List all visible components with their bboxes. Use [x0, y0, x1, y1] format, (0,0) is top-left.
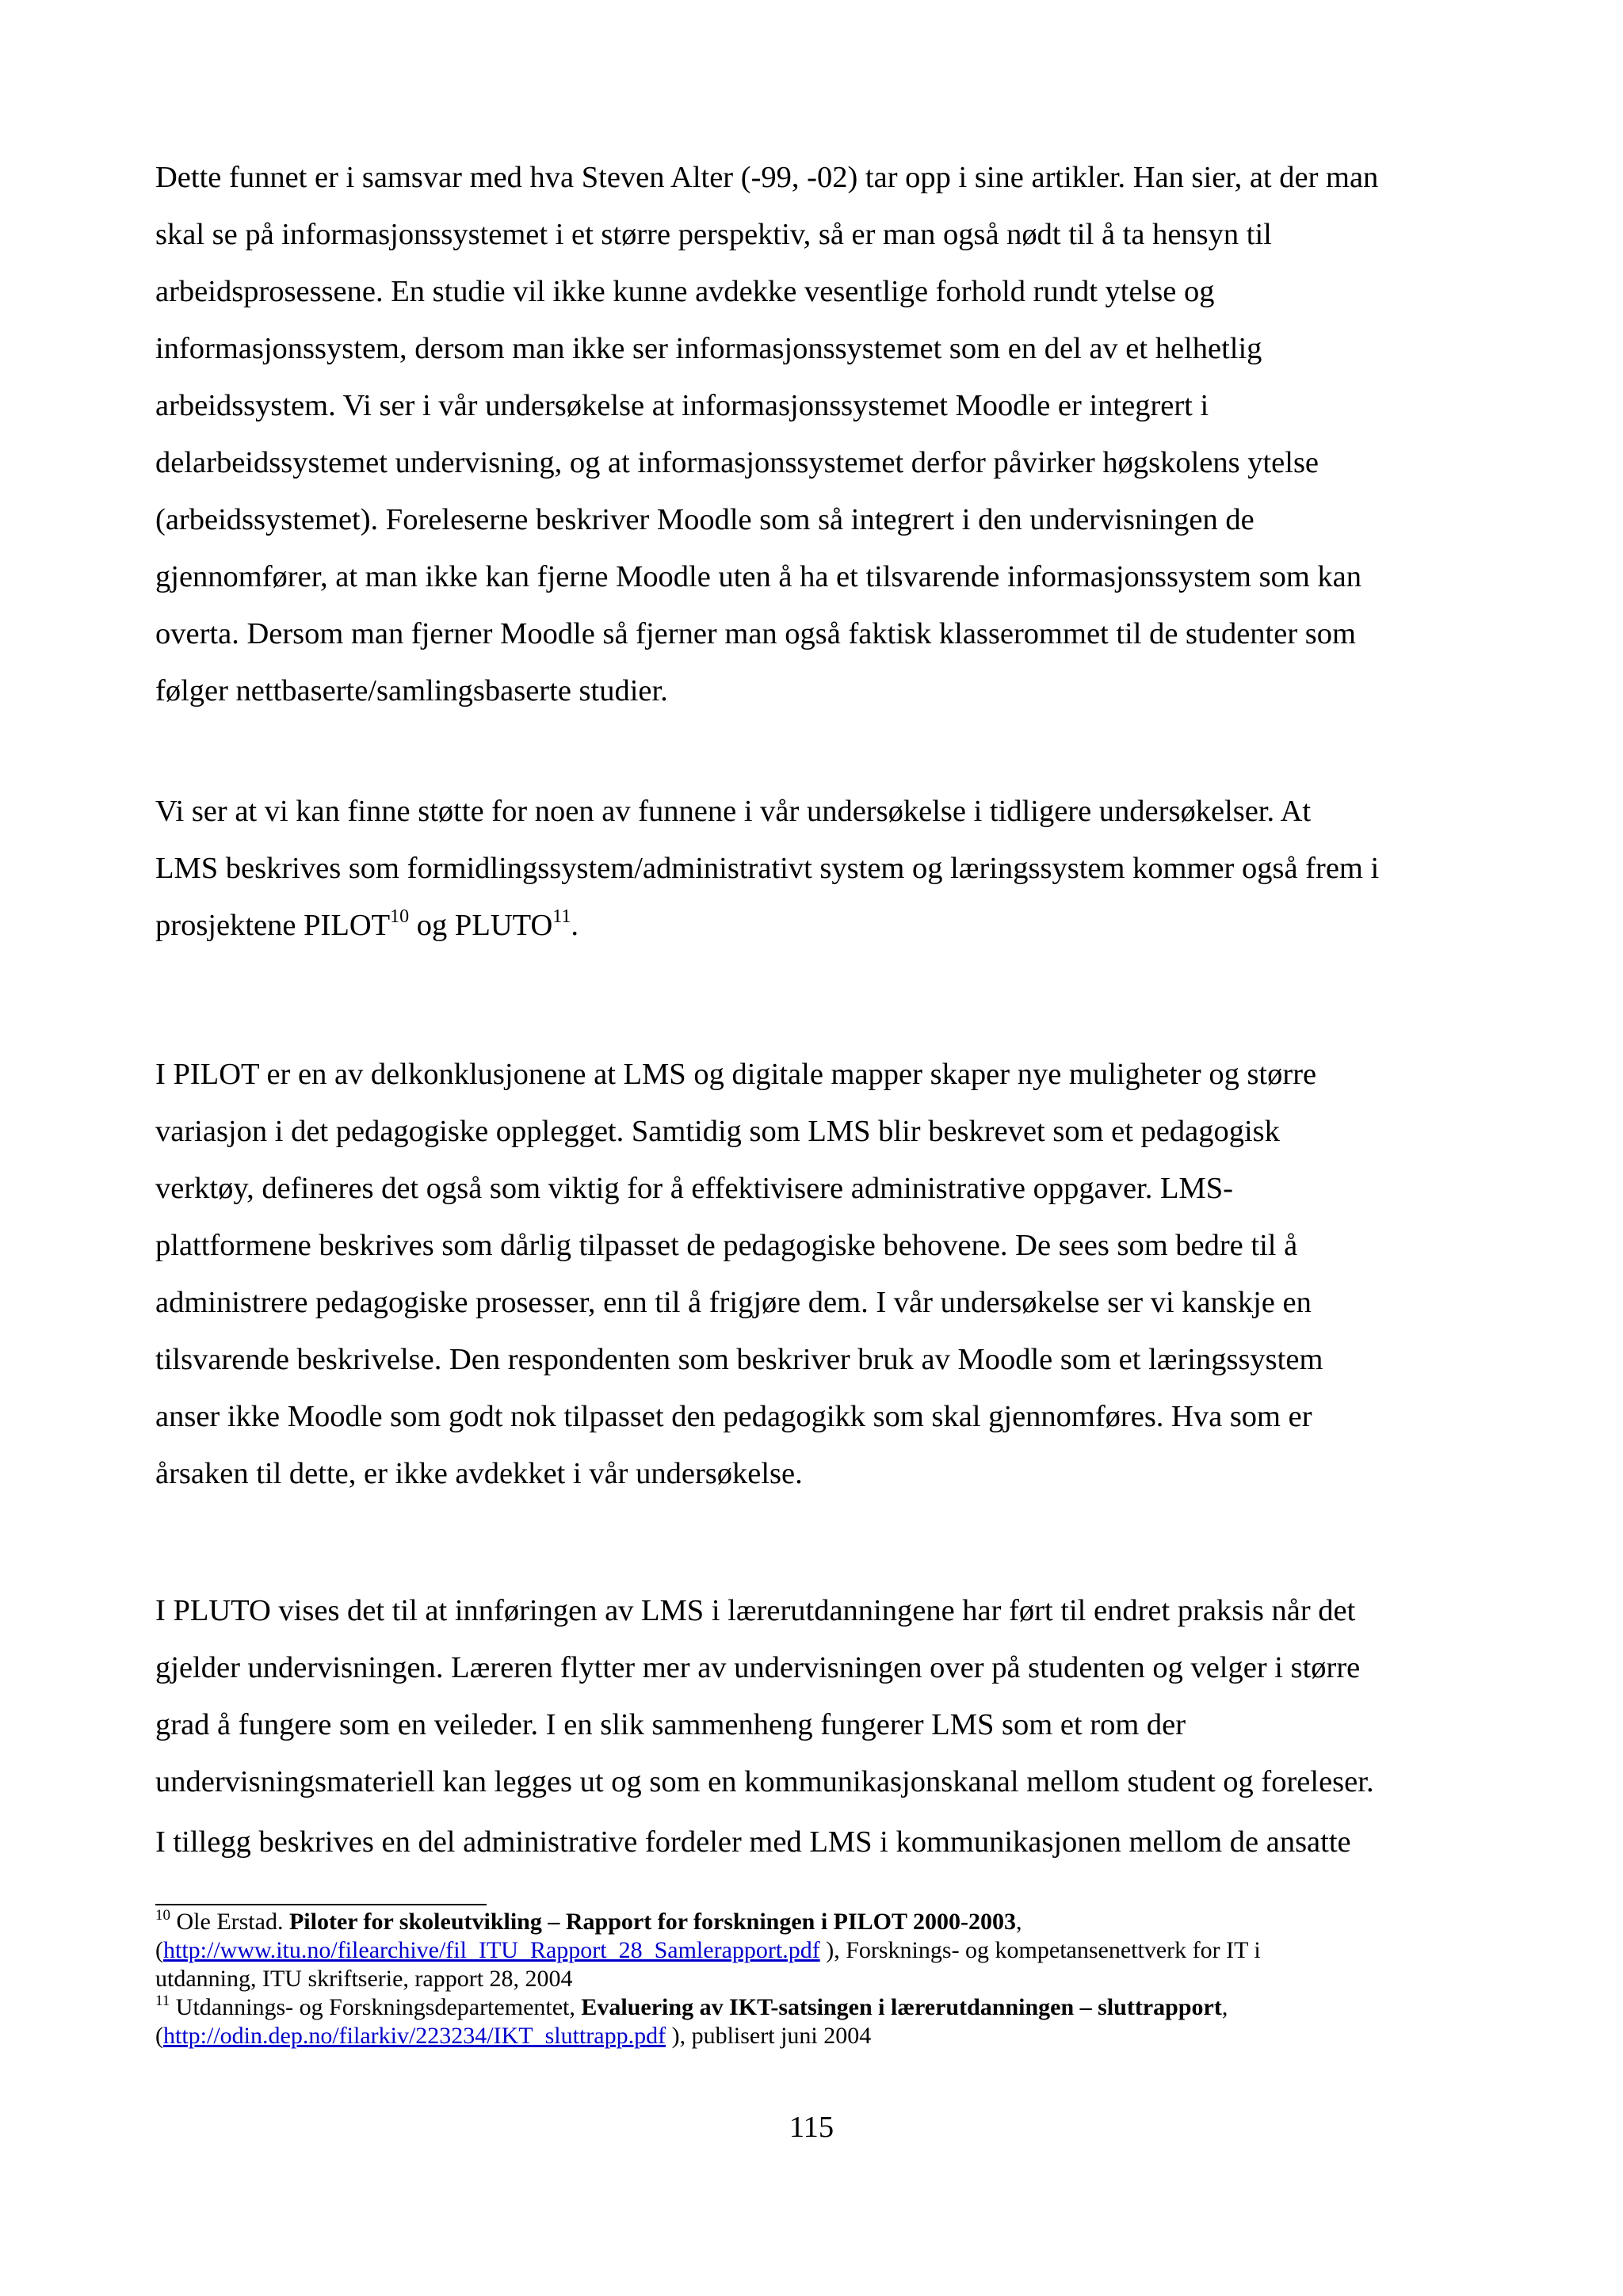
text-line: Dette funnet er i samsvar med hva Steven Alter (-99, -02) tar opp i sine artikler. Han sier, at der man	[155, 161, 1379, 194]
text-line: grad å fungere som en veileder. I en slik sammenheng fungerer LMS som et rom der	[155, 1708, 1186, 1741]
text-line: følger nettbaserte/samlingsbaserte studier.	[155, 674, 668, 707]
text-line: I PILOT er en av delkonklusjonene at LMS og digitale mapper skaper nye muligheter og større	[155, 1058, 1317, 1091]
footnote-publisher: ), publisert juni 2004	[666, 2023, 872, 2049]
text-line: administrere pedagogiske prosesser, enn til å frigjøre dem. I vår undersøkelse ser vi kanskje en	[155, 1286, 1312, 1319]
text-segment: prosjektene PILOT	[155, 909, 391, 942]
text-segment: .	[571, 909, 579, 942]
paragraph-alter	[155, 149, 1480, 719]
text-line: anser ikke Moodle som godt nok tilpasset den pedagogikk som skal gjennomføres. Hva som er	[155, 1400, 1312, 1433]
footnote-10-line-3: utdanning, ITU skriftserie, rapport 28, 2004	[155, 1966, 573, 1992]
text-line: delarbeidssystemet undervisning, og at informasjonssystemet derfor påvirker høgskolens ytelse	[155, 446, 1319, 479]
text-line: I tillegg beskrives en del administrative fordeler med LMS i kommunikasjonen mellom de ansatte	[155, 1825, 1351, 1859]
text-line: Vi ser at vi kan finne støtte for noen av funnene i vår undersøkelse i tidligere undersøkelser. At	[155, 795, 1312, 828]
footnote-11-line-1	[155, 1993, 1480, 2022]
footnote-punctuation: (	[155, 2023, 163, 2049]
text-line: gjennomfører, at man ikke kan fjerne Moodle uten å ha et tilsvarende informasjonssystem som kan	[155, 560, 1361, 593]
paragraph-pluto	[155, 1582, 1480, 1810]
footnote-ref-10[interactable]: 10	[390, 906, 410, 928]
page-number: 115	[789, 2111, 834, 2144]
paragraph-pilot	[155, 1046, 1480, 1502]
footnote-punctuation: ,	[1221, 1994, 1228, 2020]
footnote-punctuation: ,	[1015, 1909, 1022, 1935]
text-segment: og PLUTO	[409, 909, 553, 942]
footnote-ref-11[interactable]: 11	[552, 906, 571, 928]
text-line: overta. Dersom man fjerner Moodle så fjerner man også faktisk klasserommet til de studenter som	[155, 617, 1356, 650]
text-line: tilsvarende beskrivelse. Den respondenten som beskriver bruk av Moodle som et læringssystem	[155, 1343, 1323, 1376]
text-line: variasjon i det pedagogiske opplegget. Samtidig som LMS blir beskrevet som et pedagogisk	[155, 1115, 1280, 1148]
footnote-publisher: ), Forsknings- og kompetansenettverk for IT i	[819, 1937, 1261, 1963]
footnote-title: Evaluering av IKT-satsingen i lærerutdanningen – sluttrapport	[581, 1994, 1222, 2020]
footnote-link[interactable]: http://odin.dep.no/filarkiv/223234/IKT_sluttrapp.pdf	[163, 2023, 666, 2049]
text-line: skal se på informasjonssystemet i et større perspektiv, så er man også nødt til å ta hensyn til	[155, 218, 1272, 251]
text-line: årsaken til dette, er ikke avdekket i vår undersøkelse.	[155, 1457, 803, 1490]
footnote-10-line-2	[155, 1936, 1480, 1965]
text-line: LMS beskrives som formidlingssystem/administrativt system og læringssystem kommer også frem i	[155, 852, 1380, 885]
text-line-with-refs	[155, 897, 1480, 954]
text-line: I PLUTO vises det til at innføringen av LMS i lærerutdanningene har ført til endret praksis når det	[155, 1594, 1356, 1627]
text-line: verktøy, defineres det også som viktig for å effektivisere administrative oppgaver. LMS-	[155, 1172, 1233, 1205]
text-line: arbeidssystem. Vi ser i vår undersøkelse at informasjonssystemet Moodle er integrert i	[155, 389, 1209, 422]
footnote-number: 11	[155, 1993, 170, 2009]
footnote-number: 10	[155, 1907, 170, 1924]
text-line: arbeidsprosessene. En studie vil ikke kunne avdekke vesentlige forhold rundt ytelse og	[155, 275, 1215, 308]
footnote-punctuation: (	[155, 1937, 163, 1963]
footnote-10-line-1	[155, 1908, 1480, 1936]
text-line: (arbeidssystemet). Foreleserne beskriver Moodle som så integrert i den undervisningen de	[155, 503, 1254, 536]
footnote-author: Ole Erstad.	[170, 1909, 289, 1935]
footnotes	[155, 1908, 1480, 2050]
paragraph-support	[155, 783, 1480, 954]
footnote-separator	[155, 1904, 487, 1905]
text-line: informasjonssystem, dersom man ikke ser informasjonssystemet som en del av et helhetlig	[155, 332, 1262, 365]
footnote-author: Utdannings- og Forskningsdepartementet,	[170, 1994, 582, 2020]
footnote-11-line-2	[155, 2022, 1480, 2050]
text-line: plattformene beskrives som dårlig tilpasset de pedagogiske behovene. De sees som bedre til å	[155, 1229, 1298, 1262]
paragraph-administrative	[155, 1814, 1480, 1871]
text-line: undervisningsmateriell kan legges ut og som en kommunikasjonskanal mellom student og foreleser.	[155, 1765, 1374, 1798]
footnote-title: Piloter for skoleutvikling – Rapport for forskningen i PILOT 2000-2003	[288, 1909, 1016, 1935]
text-line: gjelder undervisningen. Læreren flytter mer av undervisningen over på studenten og velger i større	[155, 1651, 1361, 1684]
footnote-link[interactable]: http://www.itu.no/filearchive/fil_ITU_Rapport_28_Samlerapport.pdf	[163, 1937, 820, 1963]
